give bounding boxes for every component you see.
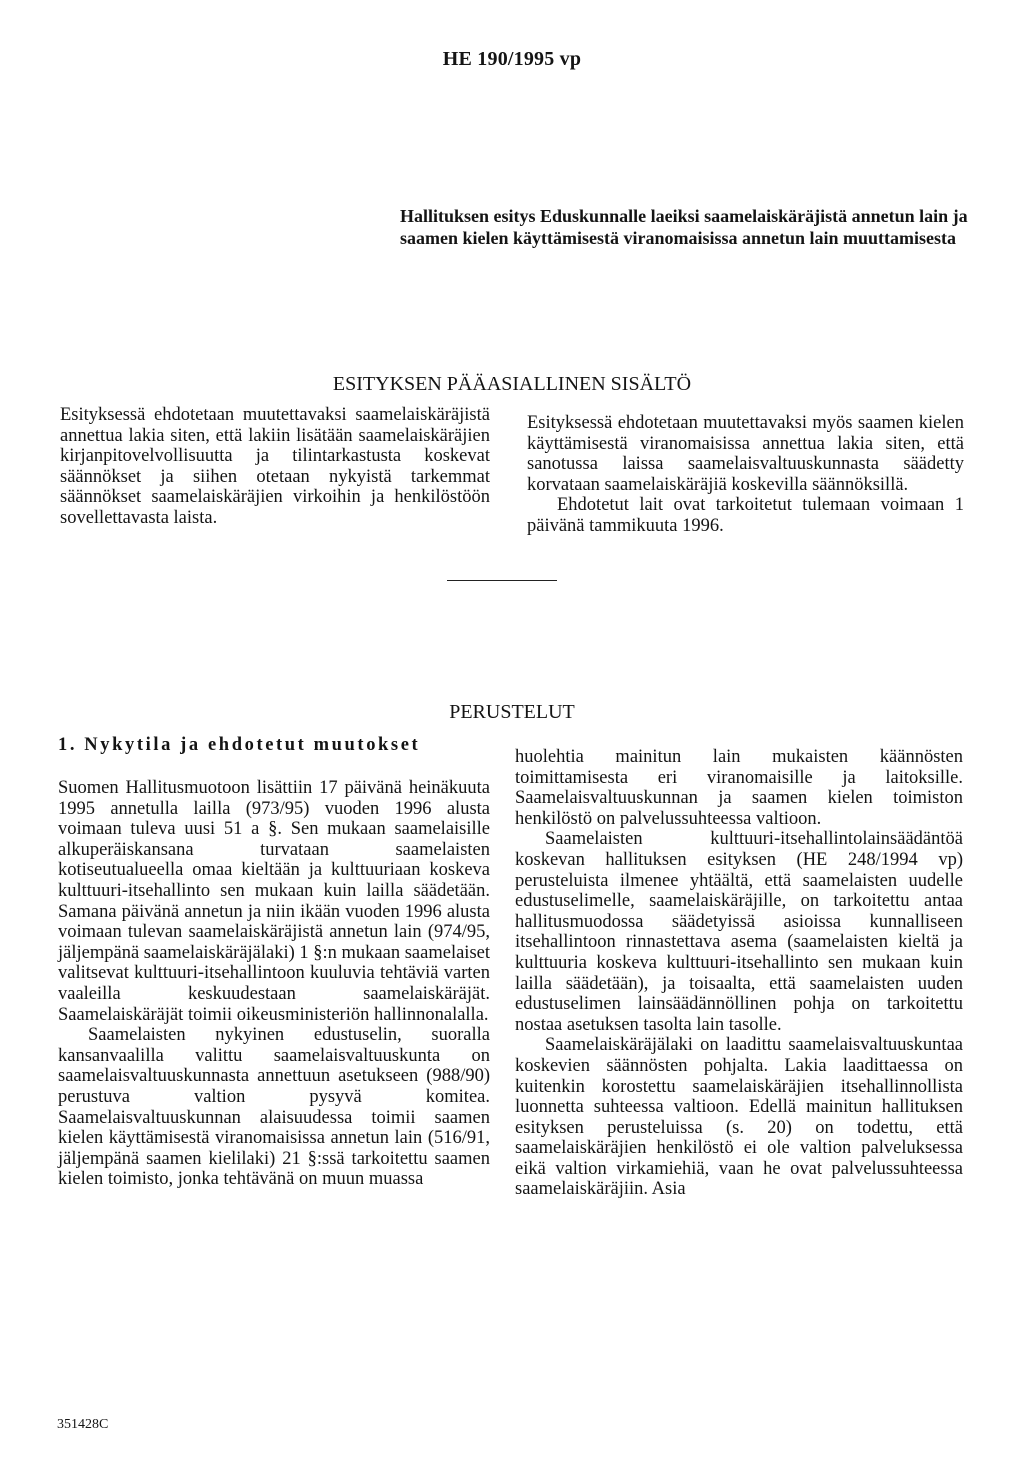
document-title: Hallituksen esitys Eduskunnalle laeiksi saamelaiskäräjistä annetun lain ja saamen kielen käyttämisestä viranomaisissa annetun lain muuttamisesta <box>400 206 968 248</box>
summary-left-column <box>60 405 490 529</box>
body-paragraph: huolehtia mainitun lain mukaisten käännösten toimittamisesta eri viranomaisille ja laitoksille. Saamelaisvaltuuskunnan ja saamen kielen toimiston henkilöstö on palvelussuhteessa valtioon. <box>515 747 963 829</box>
summary-divider <box>447 580 557 581</box>
section-heading: 1. Nykytila ja ehdotetut muutokset <box>58 735 421 755</box>
summary-right-paragraph: Ehdotetut lait ovat tarkoitetut tulemaan voimaan 1 päivänä tammikuuta 1996. <box>527 495 964 536</box>
body-paragraph: Suomen Hallitusmuotoon lisättiin 17 päivänä heinäkuuta 1995 annetulla lailla (973/95) vuoden 1996 alusta voimaan tuleva uusi 51 a §. Sen mukaan saamelaisille alkuperäiskansana turvataan saamelaisten kotiseutualueella omaa kieltään ja kulttuuriaan koskeva kulttuuri-itsehallinto sen mukaan kuin lailla säädetään. Samana päivänä annetun ja niin ikään vuoden 1996 alusta voimaan tulevan saamelaiskäräjistä annetun lain (974/95, jäljempänä saamelaiskäräjälaki) 1 §:n mukaan saamelaiset valitsevat kulttuuri-itsehallintoon kuuluvia tehtäviä varten vaaleilla keskuudestaan saamelaiskäräjät. Saamelaiskäräjät toimii oikeusministeriön hallinnonalalla. <box>58 778 490 1025</box>
summary-right-paragraph: Esityksessä ehdotetaan muutettavaksi myös saamen kielen käyttämisestä viranomaisissa annettua lakia siten, että sanotussa laissa saamelaisvaltuuskunnasta säädetty korvataan saamelaiskäräjiä koskevilla säännöksillä. <box>527 413 964 495</box>
grounds-heading: PERUSTELUT <box>449 701 575 723</box>
body-left-column <box>58 778 490 1190</box>
body-paragraph: Saamelaisten nykyinen edustuselin, suoralla kansanvaalilla valittu saamelaisvaltuuskunta on saamelaisvaltuuskunnasta annettuun asetukseen (988/90) perustuva valtion pysyvä komitea. Saamelaisvaltuuskunnan alaisuudessa toimii saamen kielen käyttämisestä viranomaisissa annetun lain (516/91, jäljempänä saamen kielilaki) 21 §:ssä tarkoitettu saamen kielen toimisto, jonka tehtävänä on muun muassa <box>58 1025 490 1190</box>
body-paragraph: Saamelaiskäräjälaki on laadittu saamelaisvaltuuskuntaa koskevien säännösten pohjalta. Lakia laadittaessa on kuitenkin korostettu saamelaiskäräjien itsehallinnollista luonnetta suhteessa valtioon. Edellä mainitun hallituksen esityksen perusteluissa (s. 20) on todettu, että saamelaiskäräjien henkilöstö ei ole valtion palveluksessa eikä valtion virkamiehiä, vaan he ovat palvelussuhteessa saamelaiskäräjiin. Asia <box>515 1035 963 1200</box>
body-paragraph: Saamelaisten kulttuuri-itsehallintolainsäädäntöä koskevan hallituksen esityksen (HE 248/1994 vp) perusteluista ilmenee yhtäältä, että saamelaisten uudelle edustuselimelle, saamelaiskäräjille, on tarkoitettu antaa hallitusmuodossa säädetyissä asioissa kunnalliseen itsehallintoon rinnastettava asema (saamelaisten kieltä ja kulttuuria koskeva kulttuuri-itsehallinto sen mukaan kuin lailla säädetään), ja toisaalta, että saamelaisten uuden edustuselimen lainsäädännöllinen pohja on tarkoitettu nostaa asetuksen tasolta lain tasolle. <box>515 829 963 1035</box>
page-header: HE 190/1995 vp <box>442 48 582 70</box>
summary-left-paragraph: Esityksessä ehdotetaan muutettavaksi saamelaiskäräjistä annettua lakia siten, että lakiin lisätään saamelaiskäräjien kirjanpitovelvollisuutta ja tilintarkastusta koskevat säännökset ja siihen otetaan nykyistä tarkemmat säännökset saamelaiskäräjien virkoihin ja henkilöstöön sovellettavasta laista. <box>60 405 490 528</box>
body-right-column <box>515 747 963 1200</box>
page-code: 351428C <box>57 1417 109 1432</box>
summary-heading: ESITYKSEN PÄÄASIALLINEN SISÄLTÖ <box>332 373 692 395</box>
summary-right-column <box>527 413 964 537</box>
